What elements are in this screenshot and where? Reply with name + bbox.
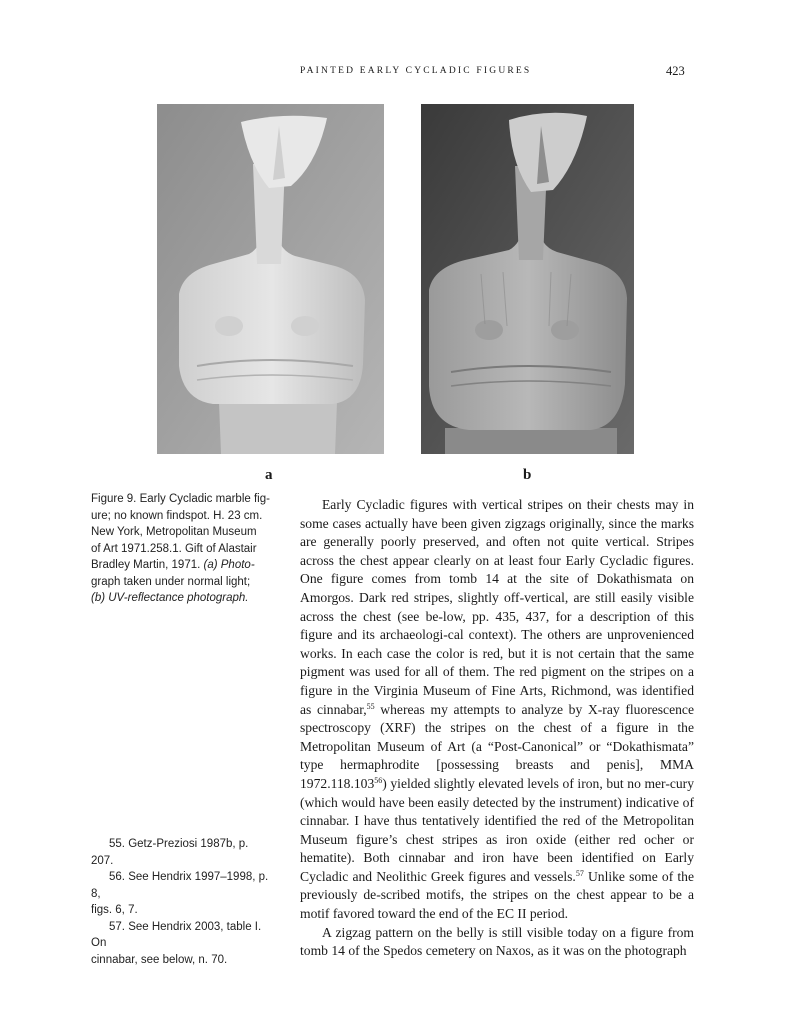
footnote-text: See Hendrix 1997–1998, p. 8,	[91, 871, 269, 900]
footnote-text: Getz-Preziosi 1987b, p. 207.	[91, 838, 249, 867]
figure-caption	[91, 491, 272, 607]
body-text	[300, 496, 694, 961]
figure-image-a	[157, 104, 384, 454]
footnote-number: 55.	[109, 838, 125, 850]
page-number: 423	[666, 64, 685, 78]
footnote-number: 57.	[109, 920, 125, 933]
footnote-56	[91, 869, 272, 919]
footnote-ref[interactable]: 56	[374, 775, 383, 785]
paragraph: A zigzag pattern on the belly is still visible today on a figure from tomb 14 of the Spedos cemetery on Naxos, as it was on the photograph	[300, 924, 694, 959]
figure-label-a: a	[265, 467, 273, 483]
paragraph	[300, 496, 694, 924]
caption-line: New York, Metropolitan Museum	[91, 526, 257, 538]
caption-line: graph taken under normal light;	[91, 575, 251, 588]
footnote-ref[interactable]: 57	[575, 868, 584, 878]
footnote-ref[interactable]: 55	[366, 701, 375, 711]
paragraph-text: ) yielded slightly elevated levels of iron, but no mer-cury (which would have been easily detected by the instrument) indicative of cinnabar. I have thus tentatively identified the red of the Metropolitan Museum figure’s chest stripes as iron oxide (either red ocher or hematite). Both cinnabar and iron have been identified on Early Cycladic and Neolithic Greek figures and vessels.	[300, 775, 694, 884]
caption-line: (a) Photo-	[203, 559, 255, 571]
paragraph-text: Unlike some of the previously de-scribed motifs, the stripes on the chest appear to be a motif favored toward the end of the EC II period.	[300, 868, 694, 922]
caption-line: of Art 1971.258.1. Gift of Alastair	[91, 542, 257, 555]
caption-line: Bradley Martin, 1971.	[91, 559, 204, 571]
caption-line: Figure 9. Early Cycladic marble fig-	[91, 493, 270, 505]
footnote-text: See Hendrix 2003, table I. On	[91, 920, 262, 949]
figure-label-b: b	[523, 467, 532, 483]
paragraph-text: whereas my attempts to analyze by X-ray fluorescence spectroscopy (XRF) the stripes on the chest of a figure in the Metropolitan Museum of Art (a “Post-Canonical” or “Dokathismata” type hermaphrodite [possessing breasts and penis], MMA 1972.118.103	[300, 701, 694, 791]
footnote-number: 56.	[109, 871, 125, 883]
footnote-text: figs. 6, 7.	[91, 904, 138, 916]
footnote-55	[91, 836, 272, 869]
running-title: PAINTED EARLY CYCLADIC FIGURES	[300, 66, 532, 76]
caption-line: ure; no known findspot. H. 23 cm.	[91, 509, 263, 522]
figure-image-b	[421, 104, 634, 454]
footnote-text: cinnabar, see below, n. 70.	[91, 953, 228, 966]
footnote-57	[91, 919, 272, 969]
footnotes	[91, 836, 272, 968]
paragraph-text: Early Cycladic figures with vertical stripes on their chests may in some cases actually have been given zigzags originally, since the marks are generally poorly preserved, and often not quite vertical. Stripes across the chest appear clearly on at least four Early Cycladic figures. One figure comes from tomb 14 at the site of Dokathismata on Amorgos. Dark red stripes, slightly off-vertical, are still easily visible across the chest (see be-low, pp. 435, 437, for a description of this figure and its archaeologi-cal context). The others are unprovenienced works. In each case the color is red, but it is not certain that the same pigment was used for all of them. The red pigment on the stripes on a figure in the Virginia Museum of Fine Arts, Richmond, was identified as cinnabar,	[300, 497, 694, 717]
caption-line: (b) UV-reflectance photograph.	[91, 592, 249, 604]
